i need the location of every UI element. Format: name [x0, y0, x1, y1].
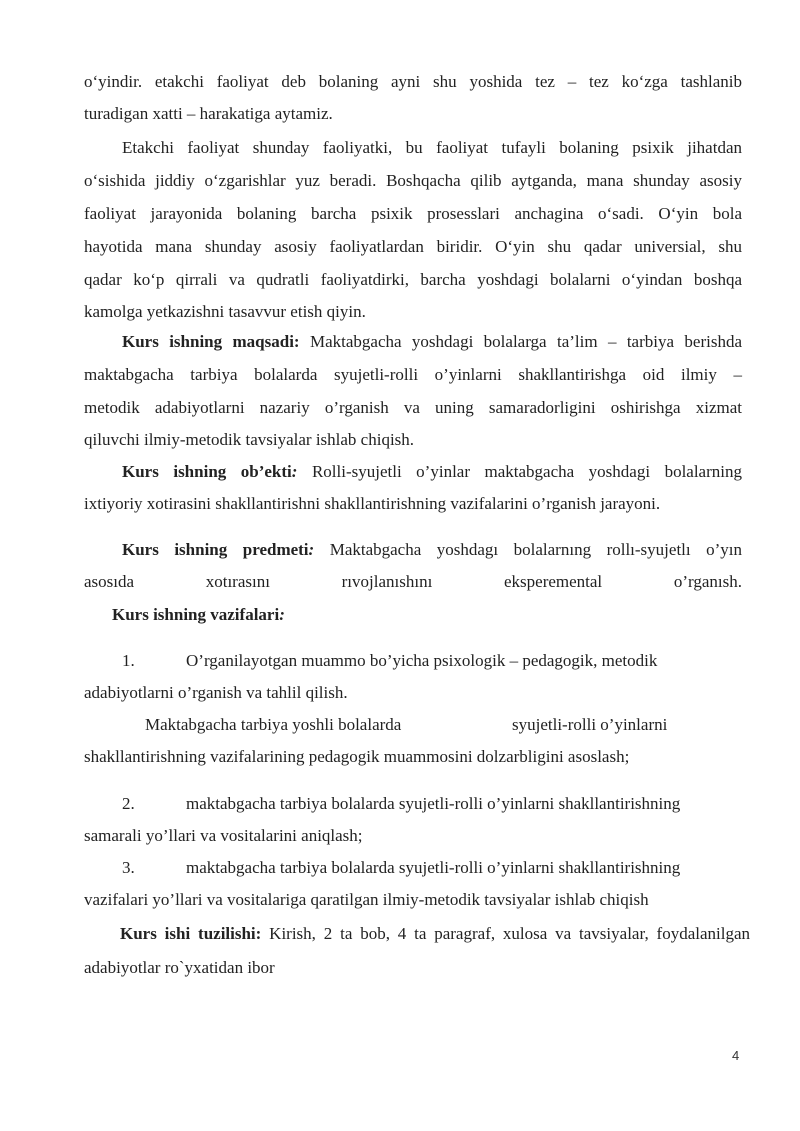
tuzilish-line-1 — [120, 924, 750, 944]
item-1-number: 1. — [122, 651, 135, 670]
item-2-number: 2. — [122, 794, 135, 813]
item-2-line-2: samarali yo’llari va vositalarini aniqlash; — [84, 826, 363, 845]
vazifalar-colon: : — [279, 605, 285, 624]
para2-line-1: Etakchi faoliyat shunday faoliyatki, bu faoliyat tufayli bolaning psixik jihatdan — [122, 138, 742, 157]
maqsad-line-3: metodik adabiyotlarni nazariy o’rganish va uning samaradorligini oshirishga xizmat — [84, 398, 742, 417]
tuzilish-label: Kurs ishi tuzilishi: — [120, 924, 262, 943]
maqsad-text-1: Maktabgacha yoshdagi bolalarga ta’lim – tarbiya berishda — [299, 332, 742, 351]
item-plain-text-1a: Maktabgacha tarbiya yoshli bolalarda — [145, 715, 402, 734]
obekt-line-1 — [122, 462, 742, 482]
para2-line-2: o‘sishida jiddiy o‘zgarishlar yuz beradi. Boshqacha qilib aytganda, mana shunday asosiy — [84, 171, 742, 190]
intro-line-2: turadigan xatti – harakatiga aytamiz. — [84, 104, 333, 123]
item-plain-line-2: shakllantirishning vazifalarining pedagogik muammosini dolzarbligini asoslash; — [84, 747, 630, 766]
predmet-colon: : — [308, 540, 315, 559]
page-number: 4 — [732, 1048, 740, 1063]
maqsad-line-1 — [122, 332, 742, 352]
para2-line-6: kamolga yetkazishni tasavvur etish qiyin. — [84, 302, 366, 321]
maqsad-line-4: qiluvchi ilmiy-metodik tavsiyalar ishlab chiqish. — [84, 430, 415, 449]
intro-line-1: o‘yindir. etakchi faoliyat deb bolaning ayni shu yoshida tez – tez ko‘zga tashlanib — [84, 72, 742, 91]
maqsad-line-2: maktabgacha tarbiya bolalarda syujetli-rolli o’yinlarni shakllantirishga oid ilmiy – — [84, 365, 742, 384]
vazifalar-heading — [112, 605, 742, 625]
para2-line-5: qadar ko‘p qirrali va qudratli faoliyatdirki, barcha yoshdagi bolalarni o‘yindan boshqa — [84, 270, 742, 289]
item-plain-text-1b: syujetli-rolli o’yinlarni — [512, 715, 668, 734]
maqsad-label: Kurs ishning maqsadi: — [122, 332, 300, 351]
item-3-text-1: maktabgacha tarbiya bolalarda syujetli-rolli o’yinlarni shakllantirishning — [186, 858, 681, 877]
item-3-line-2: vazifalari yo’llari va vositalariga qaratilgan ilmiy-metodik tavsiyalar ishlab chiqish — [84, 890, 649, 909]
predmet-label: Kurs ishning predmeti — [122, 540, 309, 559]
item-1-line-2: adabiyotlarni o’rganish va tahlil qilish. — [84, 683, 348, 702]
predmet-text-1: Maktabgacha yoshdagı bolalarnıng rollı-syujetlı o’yın — [314, 540, 742, 559]
tuzilish-line-2: adabiyotlar ro`yxatidan ibor — [84, 958, 275, 977]
item-2-text-1: maktabgacha tarbiya bolalarda syujetli-rolli o’yinlarni shakllantirishning — [186, 794, 681, 813]
obekt-line-2: ixtiyoriy xotirasini shakllantirishni shakllantirishning vazifalarini o’rganish jarayoni. — [84, 494, 661, 513]
predmet-line-1 — [122, 540, 742, 560]
obekt-label: Kurs ishning ob’ekti — [122, 462, 292, 481]
para2-line-4: hayotida mana shunday asosiy faoliyatlardan biridir. O‘yin shu qadar universial, shu — [84, 237, 742, 256]
para2-line-3: faoliyat jarayonida bolaning barcha psixik prosesslari anchagina o‘sadi. O‘yin bola — [84, 204, 742, 223]
predmet-line-2: asosıda xotırasını rıvojlanıshını eksperemental o’rganısh. — [84, 572, 742, 591]
item-3-number: 3. — [122, 858, 135, 877]
item-1-text-1: O’rganilayotgan muammo bo’yicha psixologik – pedagogik, metodik — [186, 651, 658, 670]
vazifalar-label: Kurs ishning vazifalari — [112, 605, 280, 624]
obekt-colon: : — [291, 462, 298, 481]
obekt-text-1: Rolli-syujetli o’yinlar maktabgacha yoshdagi bolalarning — [297, 462, 742, 481]
tuzilish-text-1: Kirish, 2 ta bob, 4 ta paragraf, xulosa va tavsiyalar, foydalanilgan — [261, 924, 750, 943]
